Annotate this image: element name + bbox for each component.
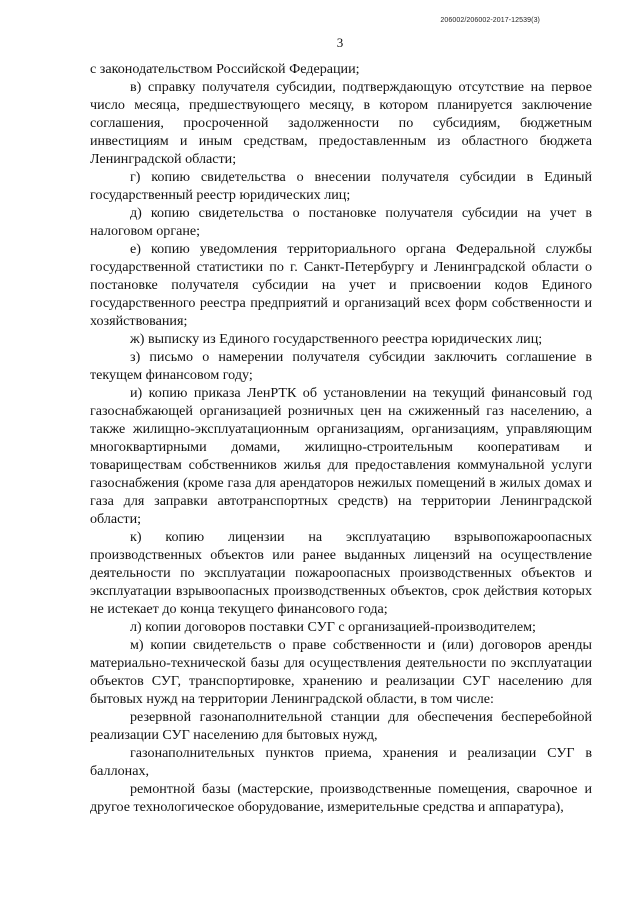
paragraph-item-zh: ж) выписку из Единого государственного реестра юридических лиц;: [130, 331, 543, 347]
paragraph-item-e: е) копию уведомления территориального органа Федеральной службы государственной статистики по г. Санкт-Петербургу и Ленинградской области о постановке получателя субсидии на учет и присвоении кодов Единого государственного реестра предприятий и организаций всех форм собственности и хозяйствования;: [90, 241, 592, 329]
paragraph-subitem-reserve-station: резервной газонаполнительной станции для обеспечения бесперебойной реализации СУГ населению для бытовых нужд,: [90, 709, 592, 743]
document-body: [90, 60, 592, 816]
paragraph-item-d: д) копию свидетельства о постановке получателя субсидии на учет в налоговом органе;: [90, 205, 592, 239]
paragraph-item-l: л) копии договоров поставки СУГ с организацией-производителем;: [130, 619, 536, 635]
paragraph-item-v: в) справку получателя субсидии, подтверждающую отсутствие на первое число месяца, предшествующего месяцу, в котором планируется заключение соглашения, просроченной задолженности по субсидиям, бюджетным инвестициям и иным средствам, предоставленным из областного бюджета Ленинградской области;: [90, 79, 592, 167]
paragraph-item-i: и) копию приказа ЛенРТК об установлении на текущий финансовый год газоснабжающей организацией розничных цен на сжиженный газ населению, а также жилищно-эксплуатационным организациям, организациям, управляющим многоквартирными домами, жилищно-строительным кооперативам и товариществам собственников жилья для предоставления коммунальной услуги газоснабжения (кроме газа для арендаторов нежилых помещений в жилых домах и газа для заправки автотранспортных средств) на территории Ленинградской области;: [90, 385, 592, 527]
page-number: 3: [336, 35, 344, 50]
paragraph-subitem-repair-base: ремонтной базы (мастерские, производственные помещения, сварочное и другое технологическое оборудование, измерительные средства и аппаратура),: [90, 781, 592, 815]
paragraph-continuation: с законодательством Российской Федерации;: [90, 61, 360, 77]
paragraph-item-k: к) копию лицензии на эксплуатацию взрывопожароопасных производственных объектов или ранее выданных лицензий на осуществление деятельности по эксплуатации пожароопасных производственных объектов и эксплуатации взрывоопасных производственных объектов, срок действия которых не истекает до конца текущего финансового года;: [90, 529, 592, 617]
paragraph-item-z: з) письмо о намерении получателя субсидии заключить соглашение в текущем финансовом году;: [90, 349, 592, 383]
paragraph-item-m: м) копии свидетельств о праве собственности и (или) договоров аренды материально-технической базы для осуществления деятельности по эксплуатации объектов СУГ, транспортировке, хранению и реализации СУГ населению для бытовых нужд на территории Ленинградской области, в том числе:: [90, 637, 592, 707]
paragraph-item-g: г) копию свидетельства о внесении получателя субсидии в Единый государственный реестр юридических лиц;: [90, 169, 592, 203]
document-id: 206002/206002-2017-12539(3): [440, 17, 540, 24]
paragraph-subitem-filling-points: газонаполнительных пунктов приема, хранения и реализации СУГ в баллонах,: [90, 745, 592, 779]
